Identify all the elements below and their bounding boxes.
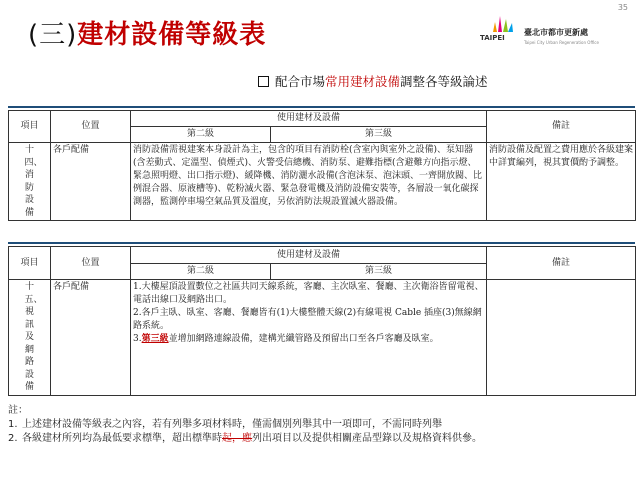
- subtitle-after: 調整各等級論述: [400, 74, 488, 89]
- subtitle-highlight: 常用建材設備: [325, 74, 401, 89]
- line3-rest: 並增加網路連線設備，建構光纖管路及預留出口至各戶客廳及臥室。: [168, 334, 439, 344]
- note-number: 2.: [8, 433, 18, 444]
- header-remark: 備註: [487, 247, 636, 280]
- title-prefix: (三): [28, 20, 78, 50]
- line3-keyword: 第三級: [141, 334, 169, 344]
- header-remark: 備註: [487, 111, 636, 143]
- content-line-2: 2.各戶主臥、臥室、客廳、餐廳皆有(1)大樓整體天線(2)有線電視 Cable 插座(3)無線網路系統。: [133, 308, 482, 331]
- header-grade3: 第三級: [271, 127, 487, 143]
- header-item: 項目: [9, 247, 51, 280]
- spec-table-av-network: [8, 246, 636, 396]
- content-cell: 消防設備需視建案本身設計為主，包含的項目有消防栓(含室內與室外之設備)、泵知器(含差動式、定溫型、偵煙式)、火警受信總機、消防泵、避難指標(含避難方向指示燈、緊急照明燈、出口指示燈)、緩降機、消防灑水設備(含泡沫泵、泡沫頭、一齊開放閥、比例混合器、原液槽等)、乾粉滅火器、緊急發電機及消防設備安裝等，各層設一氧化碳探測器，監測停車場空氣品質及溫度，另依消防法規設置滅火器設備。: [131, 143, 487, 221]
- note-item-1: [8, 418, 482, 432]
- page-title: [28, 14, 266, 51]
- logo: [480, 12, 630, 52]
- note-text-after: 列出項目以及提供相關產品型錄以及規格資料供參。: [252, 433, 482, 444]
- spec-table-fire: [8, 110, 636, 221]
- logo-org-en: Taipei City Urban Regeneration Office: [524, 40, 599, 45]
- notes-label: 註：: [8, 405, 28, 416]
- remark-cell: 消防設備及配置之費用應於各級建案中詳實編列，視其實價酌予調整。: [487, 143, 636, 221]
- header-group: 使用建材及設備: [131, 111, 487, 127]
- table1-top-rule: [8, 106, 635, 108]
- table2-top-rule: [8, 242, 635, 244]
- line3-prefix: 3.: [133, 334, 142, 344]
- header-grade2: 第二級: [131, 127, 271, 143]
- page-number: 35: [617, 3, 628, 12]
- note-strikethrough: 起，應: [222, 433, 252, 444]
- header-item: 項目: [9, 111, 51, 143]
- content-line-1: 1.大樓屋頂設置數位之社區共同天線系統，客廳、主次臥室、餐廳、主次衛浴皆留電視、電話出線口及網路出口。: [133, 282, 484, 305]
- notes: [8, 404, 482, 446]
- header-position: 位置: [51, 111, 131, 143]
- item-label: 十四、消防設備: [24, 145, 43, 218]
- header-group: 使用建材及設備: [131, 247, 487, 264]
- note-item-2: [8, 432, 482, 446]
- item-label: 十五、視訊及網路設備: [24, 282, 43, 392]
- header-position: 位置: [51, 247, 131, 280]
- subtitle: [258, 72, 488, 90]
- note-number: 1.: [8, 419, 18, 430]
- position-cell: 各戶配備: [51, 280, 131, 396]
- position-cell: 各戶配備: [51, 143, 131, 221]
- note-text: 上述建材設備等級表之內容，若有列舉多項材料時，僅需個別列舉其中一項即可，不需同時列舉: [22, 419, 442, 430]
- logo-org-name: 臺北市都市更新處: [524, 28, 588, 37]
- item-cell: [9, 280, 51, 396]
- header-grade3: 第三級: [271, 264, 487, 280]
- logo-mark-text: TAIPEI: [480, 34, 505, 42]
- content-line-3: [133, 333, 484, 346]
- header-grade2: 第二級: [131, 264, 271, 280]
- checkbox-bullet-icon: [258, 76, 269, 87]
- item-cell: [9, 143, 51, 221]
- remark-cell: [487, 280, 636, 396]
- subtitle-before: 配合市場: [275, 74, 326, 89]
- taipei-logo-mark-icon: [484, 12, 524, 36]
- note-text-before: 各級建材所列均為最低要求標準，超出標準時: [22, 433, 222, 444]
- title-main: 建材設備等級表: [77, 20, 267, 50]
- content-cell: [131, 280, 487, 396]
